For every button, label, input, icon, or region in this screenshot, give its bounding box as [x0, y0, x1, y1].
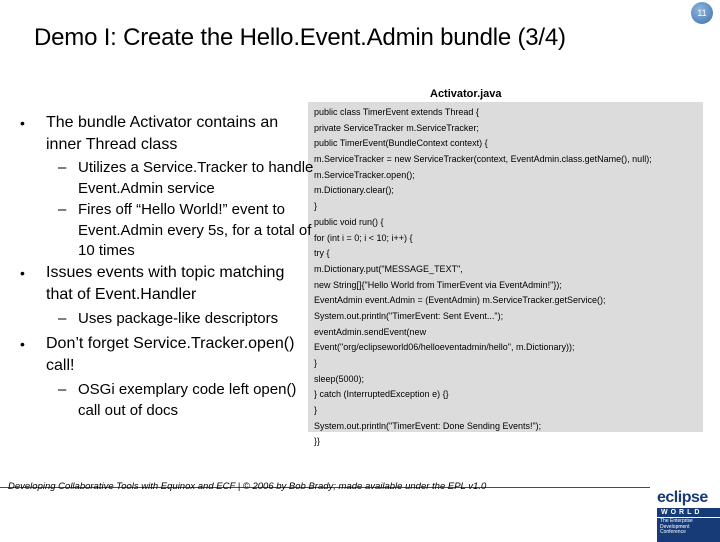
slide-number-badge: 11	[691, 2, 713, 24]
slide-title: Demo I: Create the Hello.Event.Admin bundle (3/4)	[34, 24, 566, 51]
logo-world: WORLD	[657, 508, 720, 517]
subbullet-marker: –	[58, 310, 67, 327]
logo-tag-line: Conference	[660, 529, 686, 535]
code-line: System.out.println("TimerEvent: Sent Event...");	[314, 310, 504, 321]
code-line: Event("org/eclipseworld06/helloeventadmin/hello", m.Dictionary));	[314, 342, 575, 353]
logo-tag-line: Development	[660, 523, 690, 530]
code-line: m.Dictionary.clear();	[314, 185, 394, 196]
code-line: private ServiceTracker m.ServiceTracker;	[314, 122, 479, 133]
code-line: m.Dictionary.put("MESSAGE_TEXT",	[314, 263, 463, 274]
logo-brand: eclipse	[657, 489, 708, 506]
subbullet-marker: –	[58, 381, 67, 398]
logo-tag-line: The Enterprise	[660, 518, 693, 524]
subbullet-text: Utilizes a Service.Tracker to handle Event.Admin service	[78, 159, 314, 197]
footer-text: Developing Collaborative Tools with Equinox and ECF | © 2006 by Bob Brady; made available under the EPL v1.0	[8, 481, 487, 492]
code-line: }	[314, 201, 318, 212]
logo-tagline	[657, 518, 720, 542]
code-line: try {	[314, 248, 330, 259]
code-line: }}	[314, 436, 321, 447]
bullet-marker: •	[20, 115, 25, 131]
bullet-text: Issues events with topic matching that of Event.Handler	[46, 264, 285, 303]
code-line: System.out.println("TimerEvent: Done Sending Events!");	[314, 420, 542, 431]
code-line: EventAdmin event.Admin = (EventAdmin) m.ServiceTracker.getService();	[314, 295, 606, 306]
subbullet-text: Uses package-like descriptors	[78, 310, 279, 327]
bullet-text: Don’t forget Service.Tracker.open() call!	[46, 335, 295, 374]
bullet-marker: •	[20, 336, 25, 352]
code-line: m.ServiceTracker = new ServiceTracker(context, EventAdmin.class.getName(), null);	[314, 154, 652, 165]
subbullet-marker: –	[58, 201, 67, 218]
code-line: public TimerEvent(BundleContext context) {	[314, 138, 488, 149]
code-listing	[314, 105, 652, 450]
subbullet-text: Fires off “Hello World!” event to Event.Admin every 5s, for a total of 10 times	[78, 201, 312, 259]
subbullet-marker: –	[58, 159, 67, 176]
code-line: public class TimerEvent extends Thread {	[314, 107, 479, 117]
code-line: m.ServiceTracker.open();	[314, 169, 415, 180]
code-line: new String[]{"Hello World from TimerEvent via EventAdmin!"});	[314, 279, 562, 290]
code-line: }	[314, 405, 318, 416]
eclipse-world-logo	[657, 489, 720, 540]
bullet-text: The bundle Activator contains an inner Thread class	[46, 114, 279, 153]
subbullet-text: OSGi exemplary code left open() call out of docs	[78, 381, 297, 419]
code-filename: Activator.java	[430, 88, 502, 100]
code-line: } catch (InterruptedException e) {}	[314, 389, 449, 400]
code-line: }	[314, 358, 318, 368]
bullet-marker: •	[20, 265, 25, 281]
code-line: for (int i = 0; i < 10; i++) {	[314, 232, 413, 243]
code-line: sleep(5000);	[314, 373, 365, 384]
code-line: public void run() {	[314, 216, 384, 227]
code-line: eventAdmin.sendEvent(new	[314, 326, 427, 337]
